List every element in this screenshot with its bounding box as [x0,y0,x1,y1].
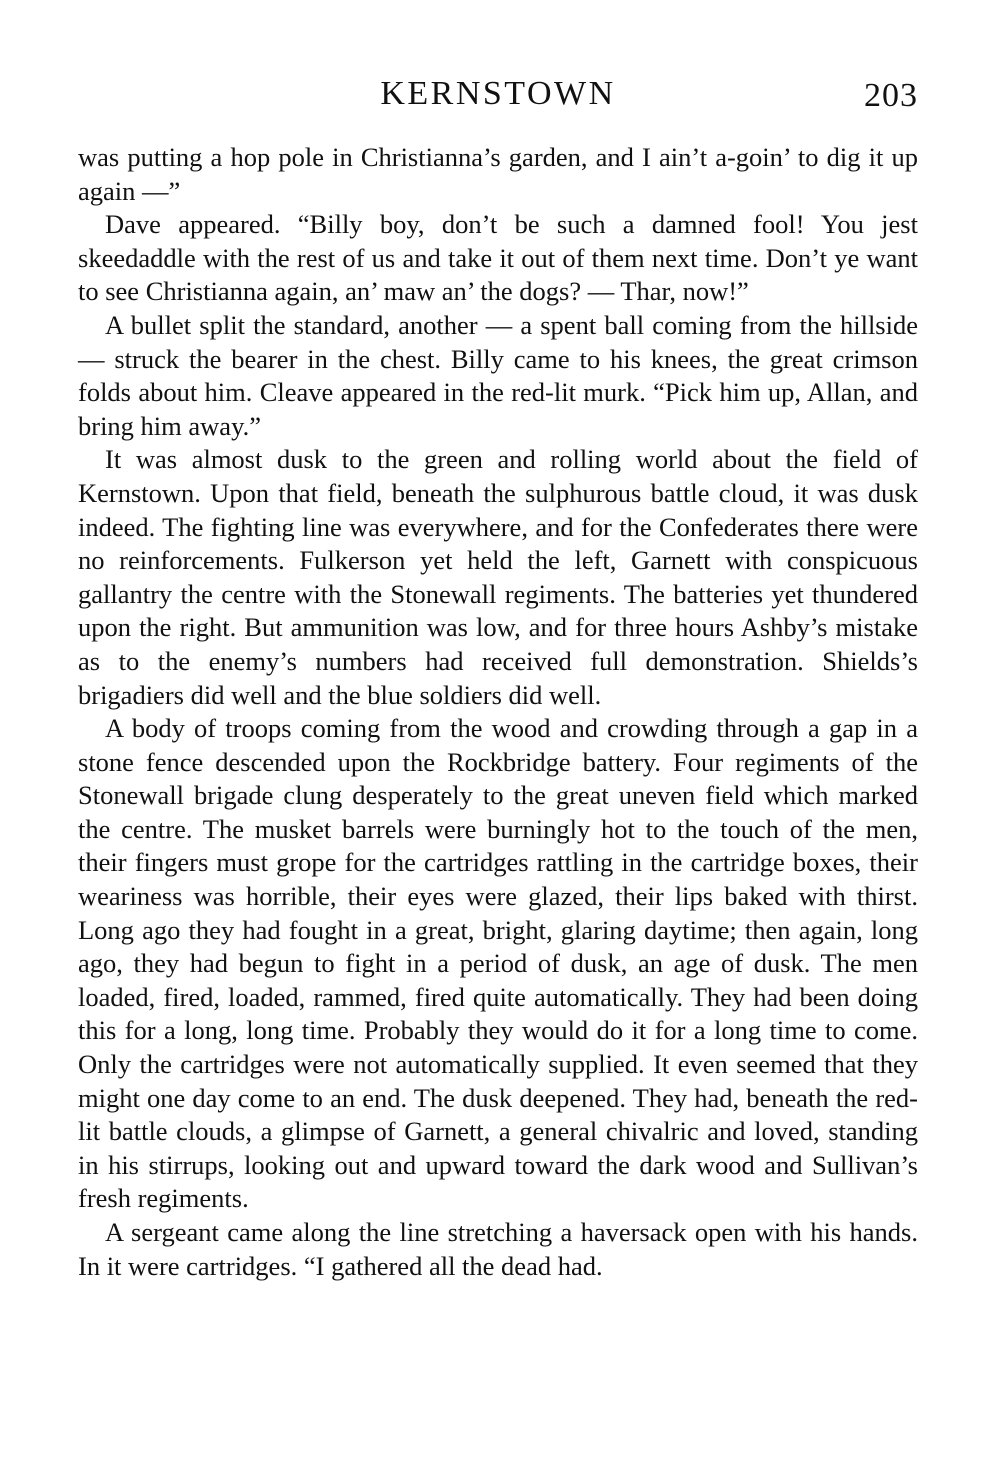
page-number: 203 [864,77,918,114]
paragraph: Dave appeared. “Billy boy, don’t be such a damned fool! You jest skeedaddle with the rest of us and take it out of them next time. Don’t ye want to see Christianna again, an’ maw an’ the dogs? — Thar, now!” [78,209,918,307]
paragraph: A sergeant came along the line stretching a haversack open with his hands. In it were cartridges. “I gathered all the dead had. [78,1217,918,1281]
running-head [78,72,918,122]
paragraph: A bullet split the standard, another — a spent ball coming from the hillside — struck the bearer in the chest. Billy came to his knees, the great crimson folds about him. Cleave appeared in the red-lit murk. “Pick him up, Allan, and bring him away.” [78,309,918,441]
body-text [78,141,918,1283]
running-title: KERNSTOWN [380,75,616,112]
paragraph: It was almost dusk to the green and rolling world about the field of Kernstown. Upon that field, beneath the sulphurous battle cloud, it was dusk indeed. The fighting line was everywhere, and for the Confederates there were no reinforcements. Fulkerson yet held the left, Garnett with conspicuous gallantry the centre with the Stonewall regiments. The batteries yet thundered upon the right. But ammunition was low, and for three hours Ashby’s mistake as to the enemy’s numbers had received full demonstration. Shields’s brigadiers did well and the blue soldiers did well. [78,444,918,710]
paragraph: A body of troops coming from the wood and crowding through a gap in a stone fence descended upon the Rockbridge battery. Four regiments of the Stonewall brigade clung desperately to the great uneven field which marked the centre. The musket barrels were burningly hot to the touch of the men, their fingers must grope for the cartridges rattling in the cartridge boxes, their weariness was horrible, their eyes were glazed, their lips baked with thirst. Long ago they had fought in a great, bright, glaring daytime; then again, long ago, they had begun to fight in a period of dusk, an age of dusk. The men loaded, fired, loaded, rammed, fired quite automatically. They had been doing this for a long, long time. Probably they would do it for a long time to come. Only the cartridges were not automatically supplied. It even seemed that they might one day come to an end. The dusk deepened. They had, beneath the red-lit battle clouds, a glimpse of Garnett, a general chivalric and loved, standing in his stirrups, looking out and upward toward the dark wood and Sullivan’s fresh regiments. [78,713,918,1214]
paragraph-continuation: was putting a hop pole in Christianna’s garden, and I ain’t a-goin’ to dig it up again —” [78,142,918,206]
